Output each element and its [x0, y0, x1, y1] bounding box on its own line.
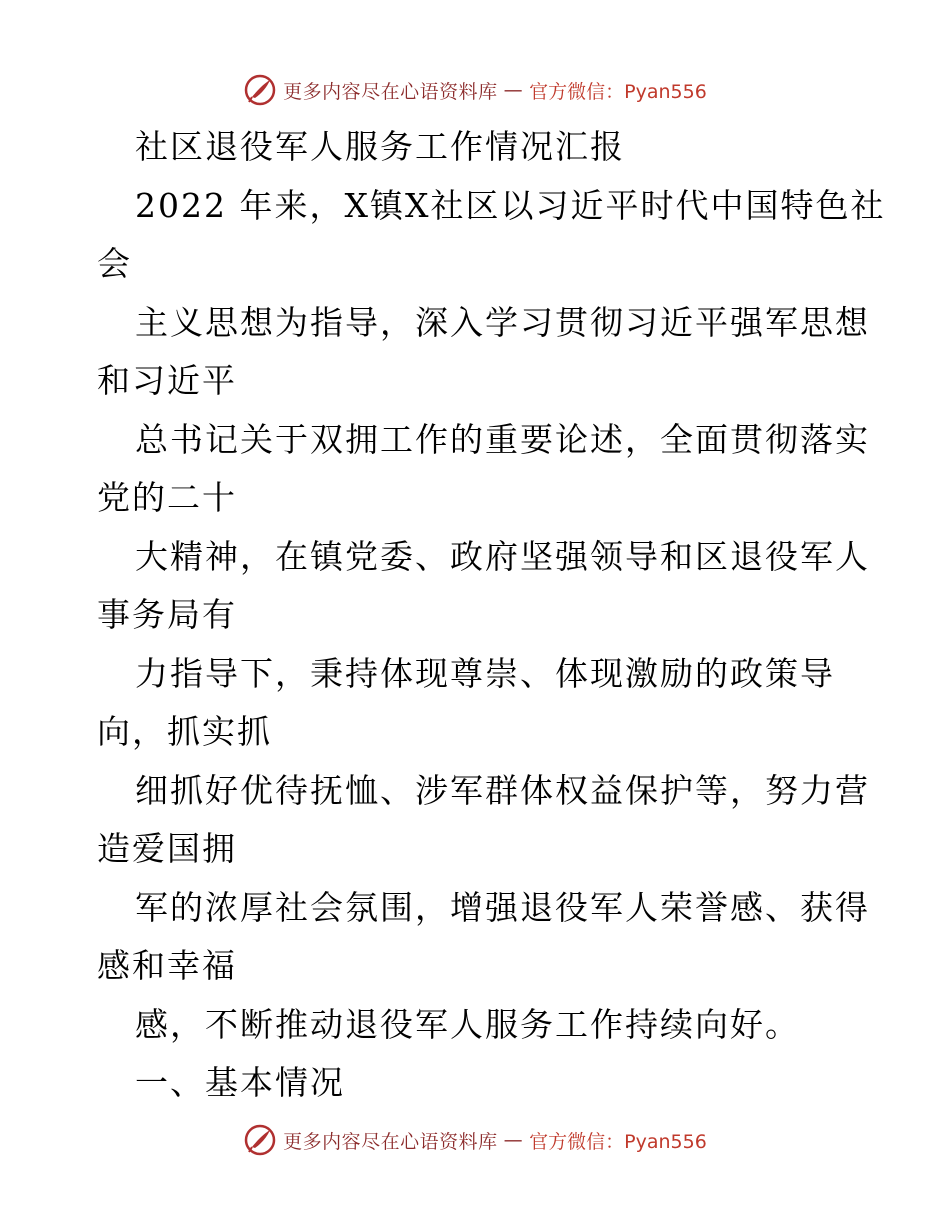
text-line: 总书记关于双拥工作的重要论述，全面贯彻落实: [135, 419, 870, 459]
text-line: 党的二十: [97, 478, 237, 517]
watermark-dash: —: [503, 79, 524, 101]
watermark-text: 更多内容尽在心语资料库: [283, 80, 498, 103]
quill-logo-icon: [243, 1123, 277, 1157]
text-line: 力指导下，秉持体现尊崇、体现激励的政策导: [135, 653, 835, 693]
text-line: 2022 年来，X镇X社区以习近平时代中国特色社: [135, 185, 886, 225]
text-line: 主义思想为指导，深入学习贯彻习近平强军思想: [135, 302, 870, 342]
text-line: 会: [97, 244, 132, 283]
document-body: [97, 118, 886, 1113]
footer-watermark: [0, 1120, 950, 1160]
text-line: 大精神，在镇党委、政府坚强领导和区退役军人: [135, 536, 870, 576]
text-line: 感，不断推动退役军人服务工作持续向好。: [135, 1004, 800, 1044]
text-line: 和习近平: [97, 361, 237, 400]
text-line: 感和幸福: [97, 946, 237, 985]
text-line: 一、基本情况: [135, 1063, 345, 1102]
document-title: 社区退役军人服务工作情况汇报: [135, 127, 625, 166]
watermark-contact: 官方微信：Pyan556: [529, 1130, 707, 1153]
quill-logo-icon: [243, 73, 277, 107]
watermark-text: 更多内容尽在心语资料库: [283, 1130, 498, 1153]
text-line: 细抓好优待抚恤、涉军群体权益保护等，努力营: [135, 770, 870, 810]
watermark-contact: 官方微信：Pyan556: [529, 80, 707, 103]
text-line: 造爱国拥: [97, 829, 237, 868]
text-line: 事务局有: [97, 595, 237, 634]
text-line: 向，抓实抓: [97, 712, 272, 751]
header-watermark: [0, 70, 950, 110]
watermark-dash: —: [503, 1129, 524, 1151]
text-line: 军的浓厚社会氛围，增强退役军人荣誉感、获得: [135, 887, 870, 927]
